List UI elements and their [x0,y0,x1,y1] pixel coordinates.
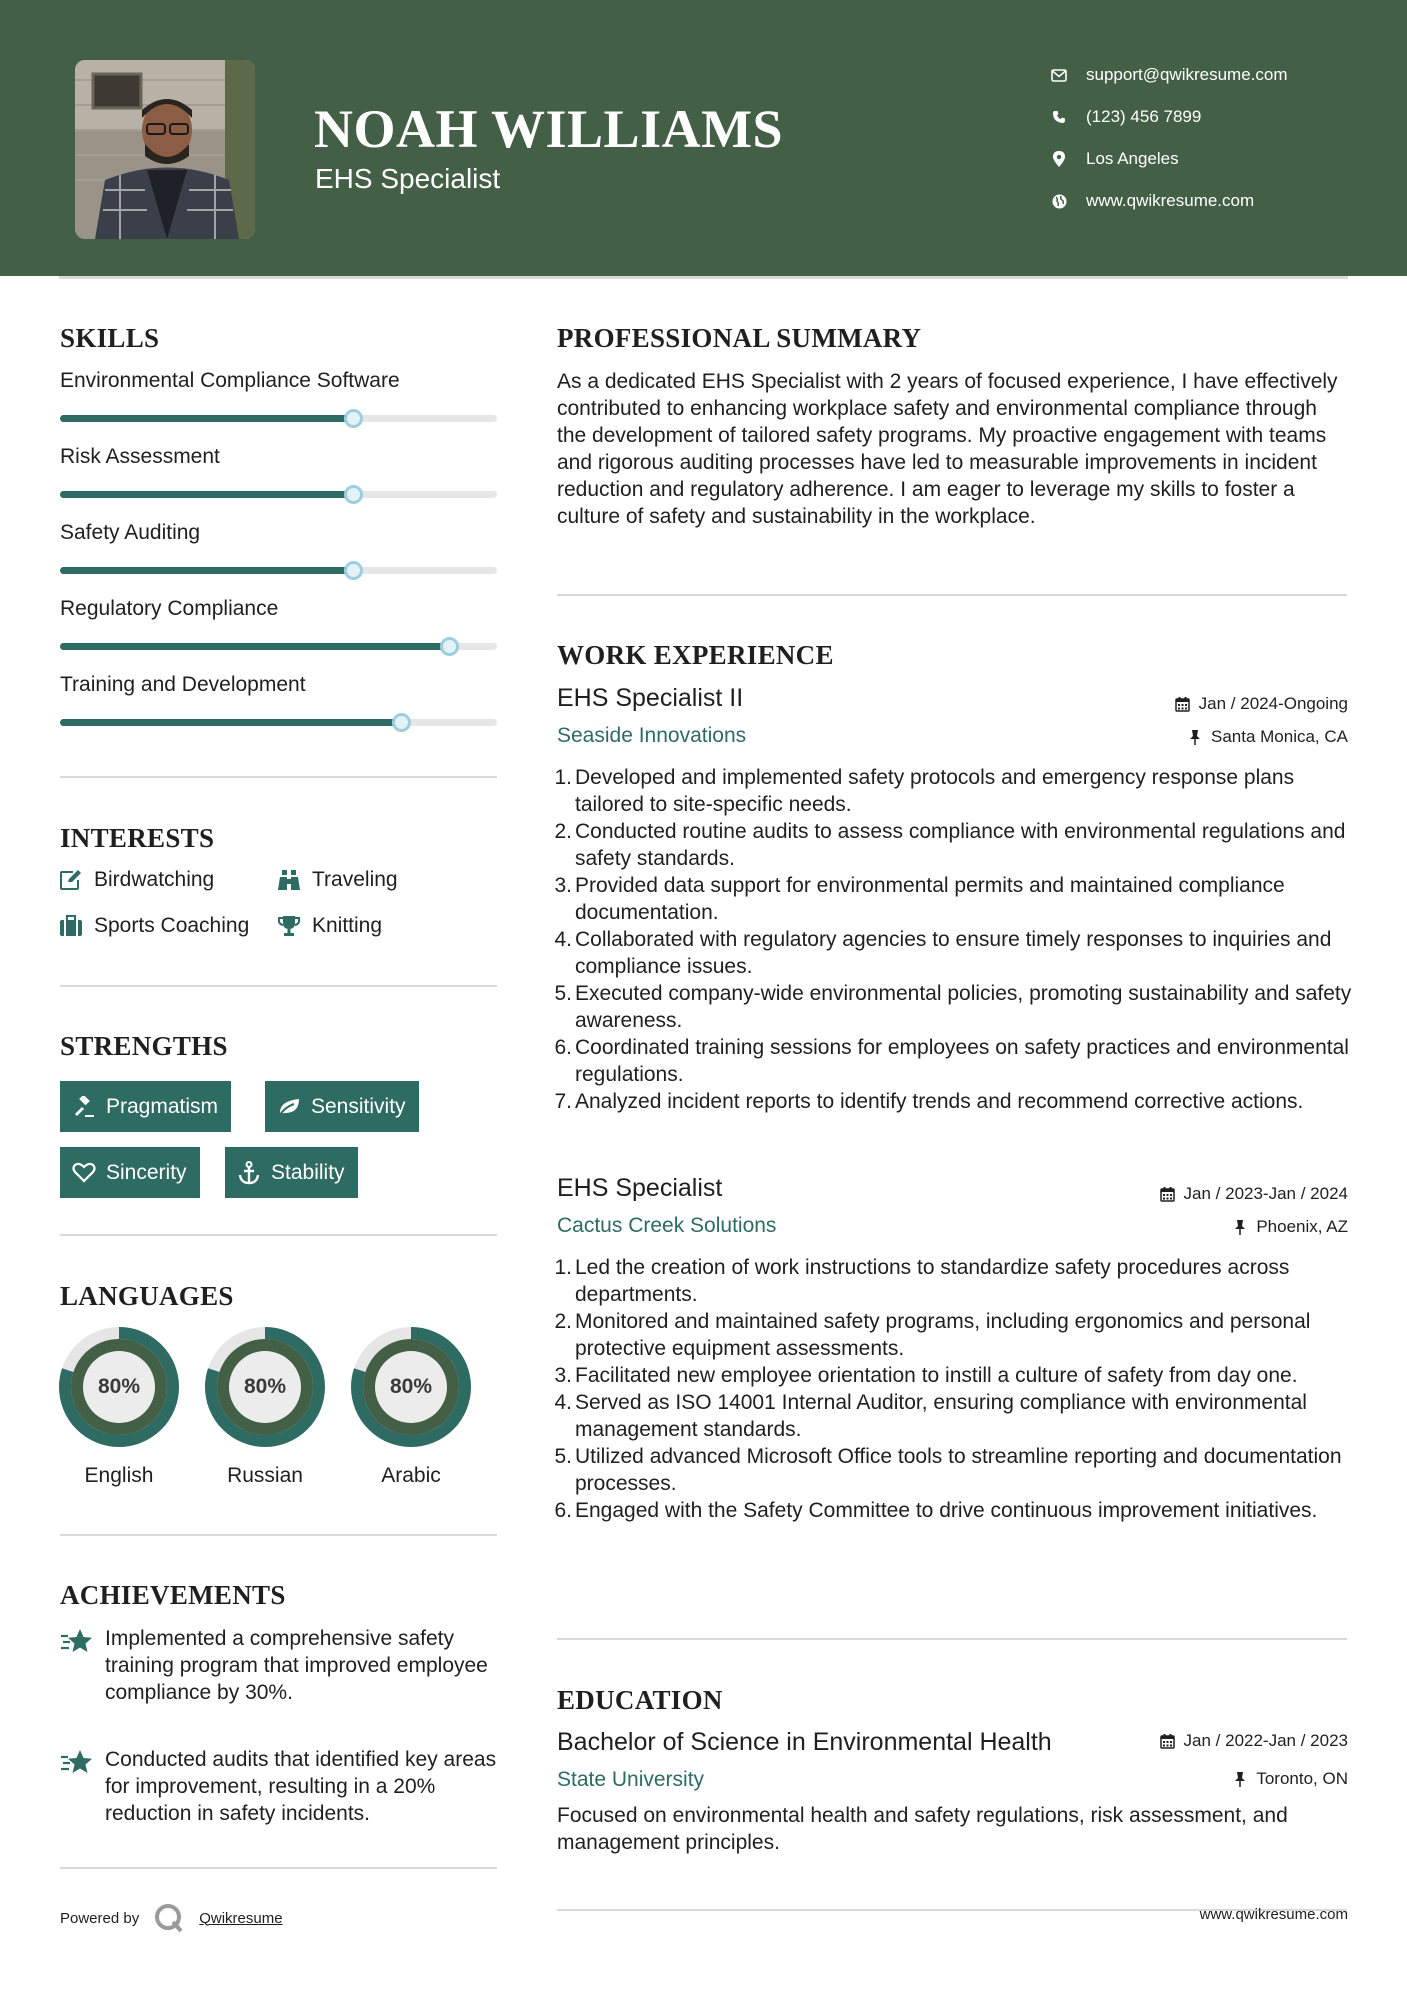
education-location [1232,1769,1348,1789]
pushpin-icon [1187,729,1203,745]
section-divider [60,776,497,778]
strength-label: Stability [271,1160,345,1184]
header-divider [59,276,1348,279]
job-dates-text: Jan / 2024-Ongoing [1198,694,1348,713]
interest-item [276,867,398,893]
skill-bar [60,719,497,726]
achievement-item [60,1625,500,1706]
job-location-text: Phoenix, AZ [1256,1217,1348,1236]
contact-location [1050,138,1288,180]
strength-badge [60,1147,200,1198]
skill-bar-knob [344,561,363,580]
job-title: EHS Specialist II [557,684,744,712]
leaf-icon [277,1095,301,1119]
job-dates-text: Jan / 2023-Jan / 2024 [1183,1184,1348,1203]
job-bullet: 6. Engaged with the Safety Committee to drive continuous improvement initiatives. [554,1499,1318,1522]
language-percent: 80% [389,1375,433,1398]
skill-bar-knob [440,637,459,656]
skill-bar-knob [344,409,363,428]
language-name: English [84,1464,154,1487]
job-bullets [554,1254,1357,1524]
section-divider [60,985,497,987]
skill-label: Safety Auditing [60,521,201,544]
skill-bar-knob [344,485,363,504]
job-bullet: 1. Led the creation of work instructions to standardize safety procedures across departments. [554,1256,1290,1306]
trophy-icon [276,913,302,939]
interest-item [276,913,382,939]
interest-label: Traveling [312,868,398,891]
job-bullet: 3. Facilitated new employee orientation to instill a culture of safety from day one. [554,1364,1298,1387]
briefcase-icon [58,913,84,939]
job-bullet: 3. Provided data support for environmental permits and maintained compliance documentation. [554,874,1285,924]
skill-item [60,597,497,650]
qwikresume-link[interactable]: Qwikresume [199,1909,283,1927]
interest-item [58,867,214,893]
skill-bar-fill [60,567,353,574]
skill-bar-fill [60,491,353,498]
job-location [1187,727,1348,747]
language-name: Russian [227,1464,303,1487]
contact-email[interactable] [1050,54,1288,96]
skill-bar-knob [392,713,411,732]
strength-badge [225,1147,358,1198]
skill-item [60,521,497,574]
job-bullet: 5. Utilized advanced Microsoft Office tools to streamline reporting and documentation processes. [554,1445,1342,1495]
job-bullet: 4. Collaborated with regulatory agencies to ensure timely responses to inquiries and compliance issues. [554,928,1332,978]
contact-website[interactable] [1050,180,1288,222]
education-description: Focused on environmental health and safety regulations, risk assessment, and management principles. [557,1804,1288,1854]
binoculars-icon [276,867,302,893]
contact-email-text: support@qwikresume.com [1086,65,1288,84]
skill-bar-fill [60,643,449,650]
language-item [350,1326,472,1488]
pushpin-icon [1232,1771,1248,1787]
job-dates [1175,694,1348,714]
job-location-text: Santa Monica, CA [1210,727,1348,746]
languages-title: LANGUAGES [60,1281,234,1311]
skill-bar [60,643,497,650]
skill-label: Training and Development [60,673,306,696]
profile-photo [75,60,255,239]
skill-bar [60,491,497,498]
section-divider [557,594,1347,596]
achievements-title: ACHIEVEMENTS [60,1580,286,1610]
language-item [58,1326,180,1488]
interest-item [58,913,249,939]
skill-bar [60,415,497,422]
education-dates-text: Jan / 2022-Jan / 2023 [1183,1731,1348,1750]
summary-title: PROFESSIONAL SUMMARY [557,323,922,353]
candidate-name: NOAH WILLIAMS [314,99,784,159]
star-badge-icon [60,1627,94,1657]
section-divider [60,1234,497,1236]
job-bullet: 2. Monitored and maintained safety programs, including ergonomics and personal protective equipment assessments. [554,1310,1311,1360]
skills-title: SKILLS [60,323,160,353]
job-bullet: 5. Executed company-wide environmental policies, promoting sustainability and safety awareness. [554,982,1352,1032]
language-name: Arabic [381,1464,441,1487]
calendar-icon [1175,696,1191,712]
interest-label: Birdwatching [94,868,215,891]
calendar-icon [1160,1733,1176,1749]
phone-icon [1050,108,1068,126]
skill-label: Regulatory Compliance [60,597,279,620]
contact-phone[interactable] [1050,96,1288,138]
company-name: Cactus Creek Solutions [557,1214,777,1237]
calendar-icon [1160,1186,1176,1202]
job-location [1232,1217,1348,1237]
envelope-icon [1050,66,1068,84]
section-divider [60,1867,497,1869]
contact-location-text: Los Angeles [1086,149,1179,168]
contact-website-text: www.qwikresume.com [1086,191,1255,210]
degree-title: Bachelor of Science in Environmental Health [557,1728,1052,1756]
heart-icon [72,1161,96,1185]
contact-phone-text: (123) 456 7899 [1086,107,1202,126]
education-dates [1160,1731,1348,1751]
section-divider [60,1534,497,1536]
achievement-item [60,1746,500,1827]
strength-label: Sincerity [106,1160,187,1184]
job-bullet: 1. Developed and implemented safety protocols and emergency response plans tailored to site-specific needs. [554,766,1295,816]
contact-info [1050,54,1288,222]
strength-label: Pragmatism [106,1094,219,1118]
skill-bar-fill [60,719,401,726]
skill-item [60,673,497,726]
qwikresume-logo-icon [153,1902,185,1934]
skill-label: Risk Assessment [60,445,220,468]
globe-icon [1050,192,1068,210]
school-name: State University [557,1768,705,1791]
experience-title: WORK EXPERIENCE [557,640,834,670]
strength-badge [265,1081,419,1132]
education-location-text: Toronto, ON [1256,1769,1348,1788]
powered-by [60,1902,283,1934]
education-title: EDUCATION [557,1685,723,1715]
skill-label: Environmental Compliance Software [60,369,400,392]
achievement-text: Implemented a comprehensive safety training program that improved employee compliance by 30%. [105,1627,488,1704]
strength-label: Sensitivity [311,1094,406,1118]
footer-website[interactable]: www.qwikresume.com [1199,1906,1348,1923]
company-name: Seaside Innovations [557,724,747,747]
interests-title: INTERESTS [60,823,215,853]
job-bullet: 6. Coordinated training sessions for employees on safety practices and environmental regulations. [554,1036,1349,1086]
language-item [204,1326,326,1488]
candidate-role: EHS Specialist [315,163,501,194]
language-percent: 80% [243,1375,287,1398]
summary-text: As a dedicated EHS Specialist with 2 years of focused experience, I have effectively contributed to enhancing workplace safety and environmental compliance through the development of tailored safety programs. My proactive engagement with teams and rigorous auditing processes have led to measurable improvements in incident reduction and regulatory adherence. I am eager to leverage my skills to foster a culture of safety and sustainability in the workplace. [557,370,1338,528]
section-divider [557,1638,1347,1640]
job-dates [1160,1184,1348,1204]
job-bullets [554,764,1357,1115]
pushpin-icon [1232,1219,1248,1235]
job-bullet: 2. Conducted routine audits to assess compliance with environmental regulations and safety standards. [554,820,1346,870]
powered-by-label: Powered by [60,1909,140,1927]
skill-item [60,445,497,498]
interest-label: Knitting [312,914,383,937]
edit-icon [58,867,84,893]
gavel-icon [72,1095,96,1119]
job-title: EHS Specialist [557,1174,723,1202]
job-bullet: 4. Served as ISO 14001 Internal Auditor, ensuring compliance with environmental management standards. [554,1391,1307,1441]
strengths-title: STRENGTHS [60,1031,228,1061]
resume-header [0,0,1407,276]
skill-item [60,369,497,422]
anchor-icon [237,1161,261,1185]
skill-bar [60,567,497,574]
language-percent: 80% [97,1375,141,1398]
interest-label: Sports Coaching [94,914,250,937]
skill-bar-fill [60,415,353,422]
strength-badge [60,1081,231,1132]
map-pin-icon [1050,150,1068,168]
achievement-text: Conducted audits that identified key areas for improvement, resulting in a 20% reduction in safety incidents. [105,1748,497,1825]
job-bullet: 7. Analyzed incident reports to identify trends and recommend corrective actions. [554,1090,1304,1113]
star-badge-icon [60,1748,94,1778]
